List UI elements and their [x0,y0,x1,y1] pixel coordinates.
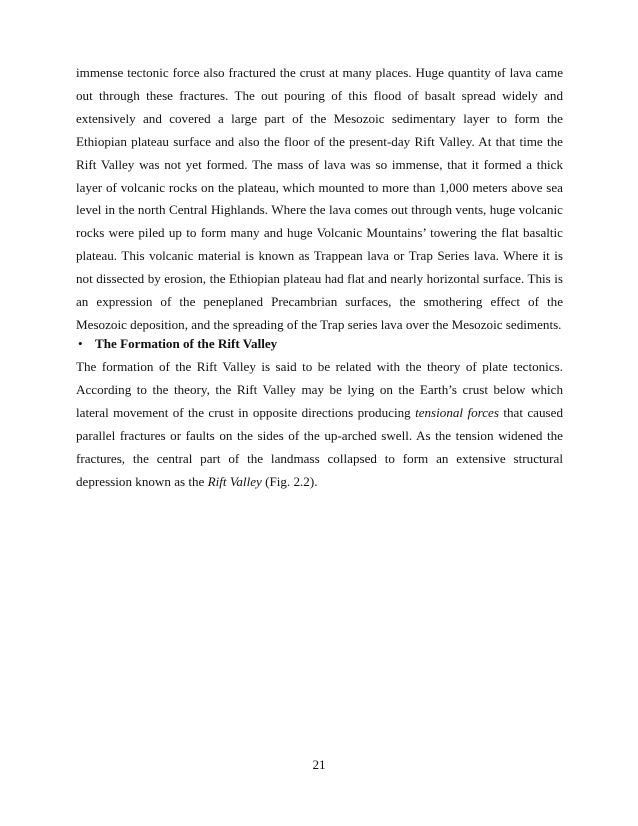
paragraph-text-segment: (Fig. 2.2). [261,473,318,489]
bullet-icon: • [78,336,83,351]
section-heading-text: The Formation of the Rift Valley [95,336,278,351]
body-paragraph-lava-plateau: immense tectonic force also fractured the crust at many places. Huge quantity of lava came out through these fractures. The out pouring of this flood of basalt spread widely and extensively and covered a large part of the Mesozoic sedimentary layer to form the Ethiopian plateau surface and also the floor of the present-day Rift Valley. At that time the Rift Valley was not yet formed. The mass of lava was so immense, that it formed a thick layer of volcanic rocks on the plateau, which mounted to more than 1,000 meters above sea level in the north Central Highlands. Where the lava comes out through vents, huge volcanic rocks were piled up to form many and huge Volcanic Mountains’ towering the flat basaltic plateau. This volcanic material is known as Trappean lava or Trap Series lava. Where it is not dissected by erosion, the Ethiopian plateau had flat and nearly horizontal surface. This is an expression of the peneplaned Precambrian surfaces, the smothering effect of the Mesozoic deposition, and the spreading of the Trap series lava over the Mesozoic sediments. [76,65,563,332]
body-paragraph-rift-valley [76,356,563,493]
italic-term-rift-valley: Rift Valley [207,473,262,489]
section-heading [76,333,563,355]
italic-term-tensional-forces: tensional forces [415,404,499,420]
paragraph-text-segment: that caused parallel fractures or faults on the sides of the up-arched swell. As the tension widened the fractures, the central part of the landmass collapsed to form an extensive structural depression known as the [76,404,563,489]
paragraph-text-segment: The formation of the Rift Valley is said to be related with the theory of plate tectonics. According to the theory, the Rift Valley may be lying on the Earth’s crust below which lateral movement of the crust in opposite directions producing [76,359,563,420]
page-number: 21 [312,757,326,772]
